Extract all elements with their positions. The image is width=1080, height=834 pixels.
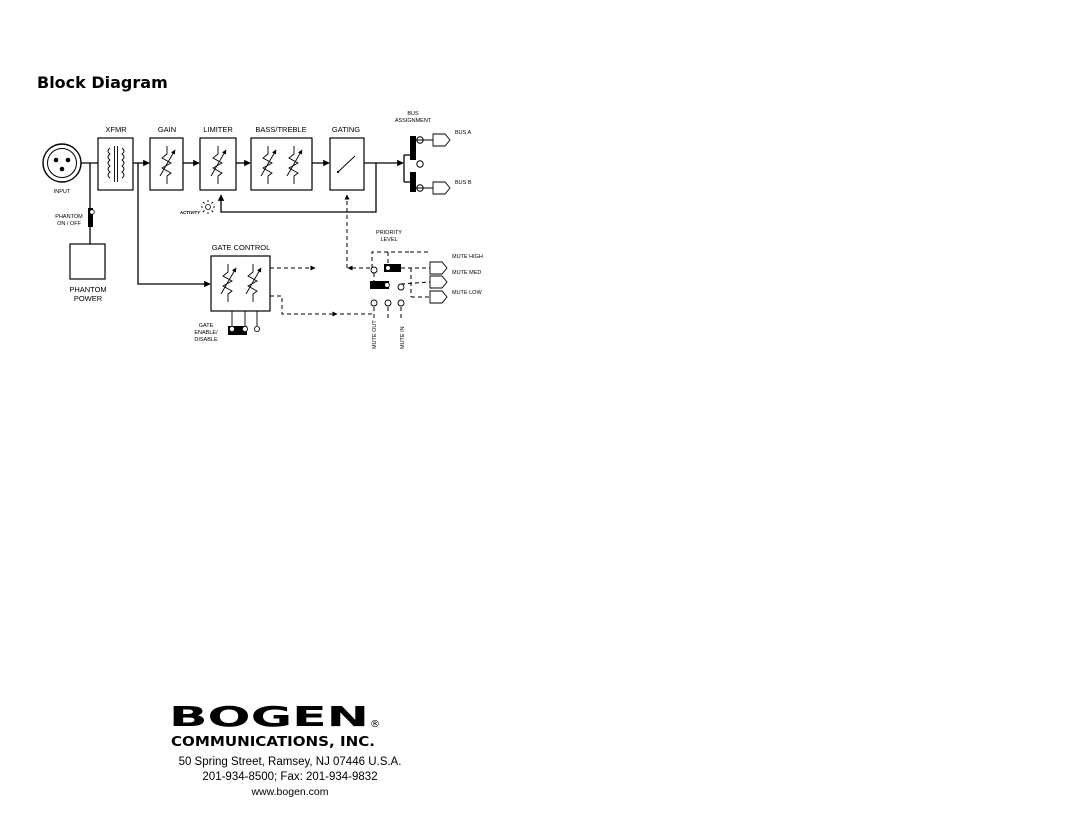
registered-mark: ®: [370, 719, 380, 730]
company-phone: 201-934-8500; Fax: 201-934-9832: [202, 771, 378, 783]
company-name: COMMUNICATIONS, INC.: [171, 734, 375, 750]
mute-med-label: MUTE MED: [452, 270, 482, 276]
gain-block: [150, 138, 183, 190]
mute-med-output: [430, 276, 447, 288]
gain-label: GAIN: [157, 125, 177, 134]
bus-assignment-switches: [404, 136, 433, 192]
logo-wordmark: BOGEN: [169, 702, 369, 733]
limiter-block: [200, 138, 236, 190]
bus-a-output: [433, 134, 450, 146]
activity-label: ACTIVITY: [179, 210, 201, 215]
bass-treble-block: [251, 138, 312, 190]
bus-a-label: BUS A: [455, 130, 472, 136]
xfmr-block: [98, 138, 133, 190]
gate-control-label: GATE CONTROL: [211, 243, 271, 252]
priority-level-label-1: PRIORITY: [376, 230, 402, 236]
company-website[interactable]: www.bogen.com: [251, 786, 329, 798]
gating-block: [330, 138, 364, 190]
mute-low-label: MUTE LOW: [452, 290, 482, 296]
phantom-switch: [88, 208, 94, 227]
gating-label: GATING: [331, 125, 361, 134]
dash-gate-to-mute: [270, 296, 337, 314]
limiter-label: LIMITER: [203, 125, 233, 134]
mute-high-label: MUTE HIGH: [452, 254, 483, 260]
bus-b-output: [433, 182, 450, 194]
mute-low-output: [430, 291, 447, 303]
input-label: INPUT: [53, 189, 71, 195]
gate-enable-label-3: DISABLE: [194, 337, 218, 343]
bogen-logo: [165, 702, 385, 754]
bus-b-label: BUS B: [455, 180, 472, 186]
bus-assignment-label-2: ASSIGNMENT: [394, 118, 432, 124]
gate-control-block: [211, 256, 270, 311]
gate-enable-label-1: GATE: [198, 323, 214, 329]
input-xlr-connector: [43, 144, 81, 182]
mute-out-label: MUTE OUT: [372, 320, 378, 349]
priority-level-label-2: LEVEL: [380, 237, 398, 243]
gate-enable-switch: [228, 311, 260, 335]
gate-enable-label-2: ENABLE/: [194, 330, 218, 336]
mute-in-label: MUTE IN: [400, 326, 406, 349]
bus-assignment-label-1: BUS: [407, 111, 419, 117]
page-title: Block Diagram: [37, 73, 168, 92]
phantom-switch-label-2: ON / OFF: [57, 221, 81, 227]
dash-to-mute-med: [401, 282, 430, 284]
phantom-switch-label-1: PHANTOM: [55, 214, 83, 220]
activity-led-icon: [201, 200, 215, 214]
phantom-power-label-2: POWER: [73, 294, 103, 303]
mute-high-output: [430, 262, 447, 274]
phantom-power-label-1: PHANTOM: [69, 285, 107, 294]
xfmr-label: XFMR: [105, 125, 127, 134]
phantom-power-block: [70, 244, 105, 279]
company-address: 50 Spring Street, Ramsey, NJ 07446 U.S.A.: [178, 756, 402, 768]
bass-treble-label: BASS/TREBLE: [255, 125, 307, 134]
mute-switch: [370, 281, 404, 306]
